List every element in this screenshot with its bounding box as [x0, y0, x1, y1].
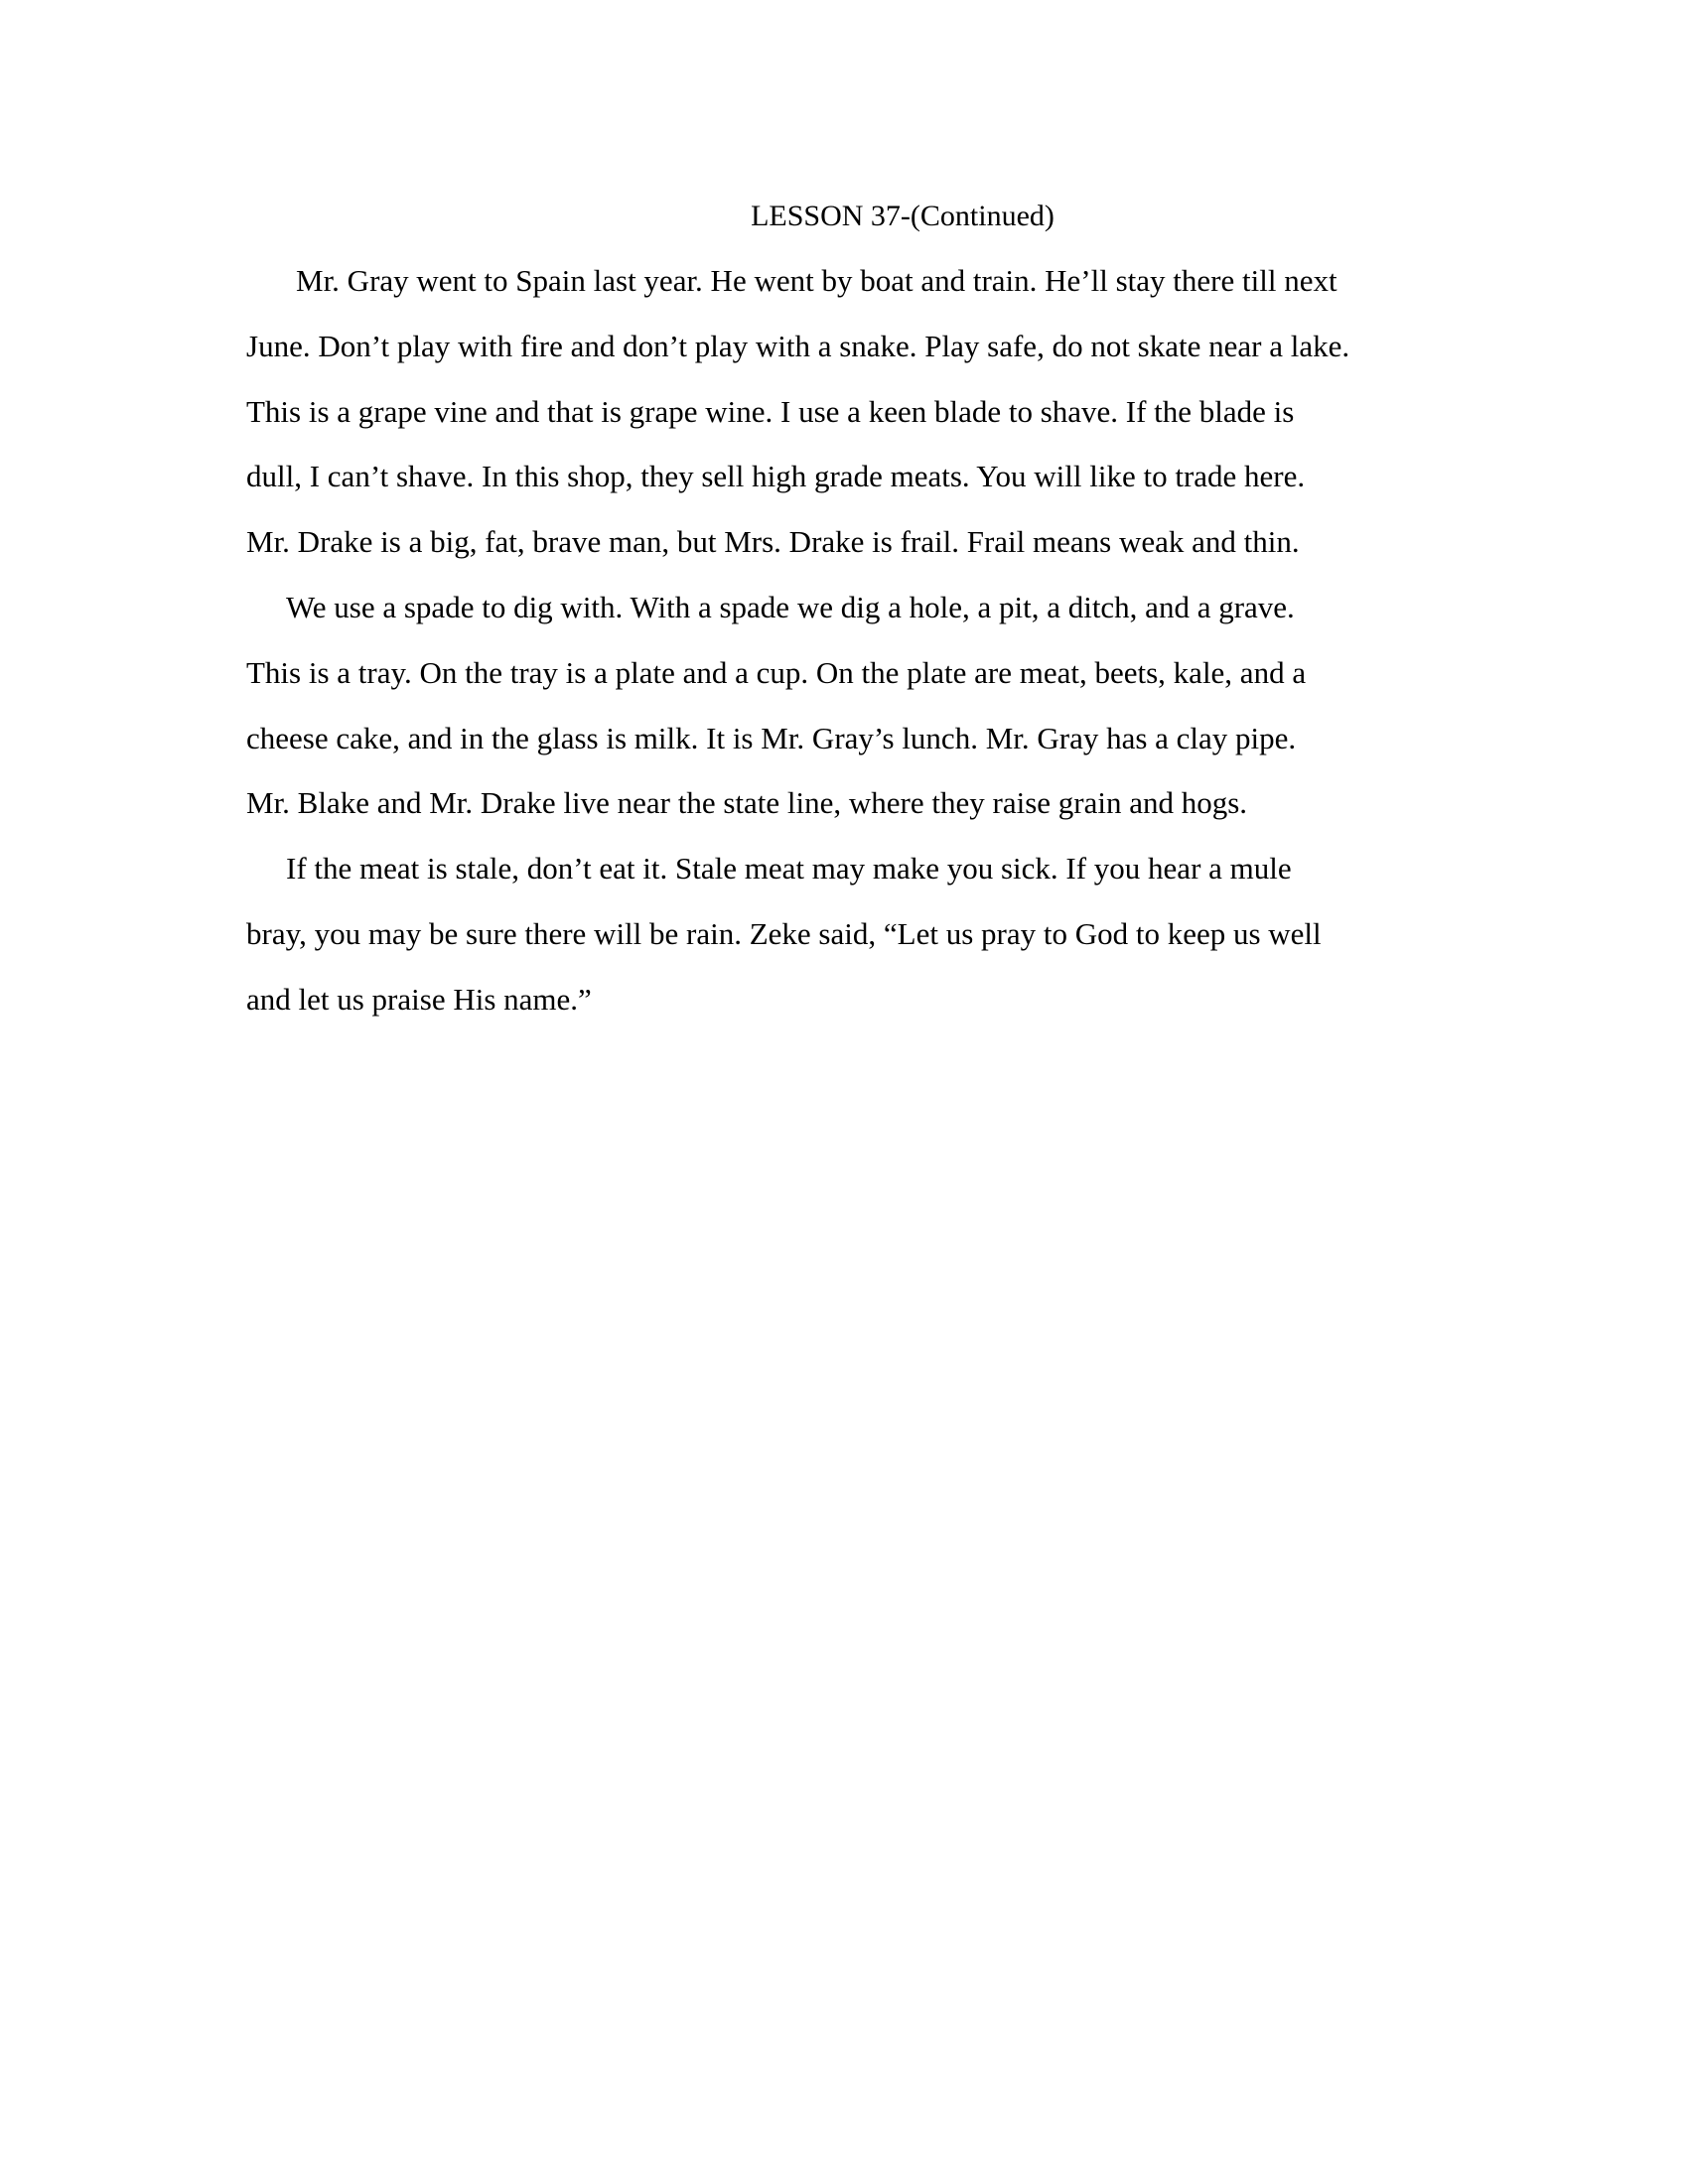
- text-line: cheese cake, and in the glass is milk. It is Mr. Gray’s lunch. Mr. Gray has a clay pipe.: [246, 720, 1297, 755]
- text-line: This is a grape vine and that is grape wine. I use a keen blade to shave. If the blade is: [246, 393, 1295, 429]
- text-line: Mr. Drake is a big, fat, brave man, but Mrs. Drake is frail. Frail means weak and thin.: [246, 524, 1300, 560]
- text-line: and let us praise His name.”: [246, 981, 592, 1017]
- text-line: Mr. Blake and Mr. Drake live near the state line, where they raise grain and hogs.: [246, 785, 1248, 821]
- text-line: dull, I can’t shave. In this shop, they sell high grade meats. You will like to trade here.: [246, 459, 1306, 494]
- lesson-body: [246, 261, 1438, 1045]
- text-line: Mr. Gray went to Spain last year. He went by boat and train. He’ll stay there till next: [296, 263, 1337, 298]
- text-line: bray, you may be sure there will be rain. Zeke said, “Let us pray to God to keep us well: [246, 915, 1322, 951]
- text-line: June. Don’t play with fire and don’t play with a snake. Play safe, do not skate near a lake.: [246, 328, 1350, 363]
- text-line: We use a spade to dig with. With a spade we dig a hole, a pit, a ditch, and a grave.: [286, 589, 1295, 624]
- lesson-heading: LESSON 37-(Continued): [751, 200, 1055, 232]
- text-line: This is a tray. On the tray is a plate and a cup. On the plate are meat, beets, kale, and a: [246, 654, 1307, 690]
- text-line: If the meat is stale, don’t eat it. Stale meat may make you sick. If you hear a mule: [286, 851, 1292, 887]
